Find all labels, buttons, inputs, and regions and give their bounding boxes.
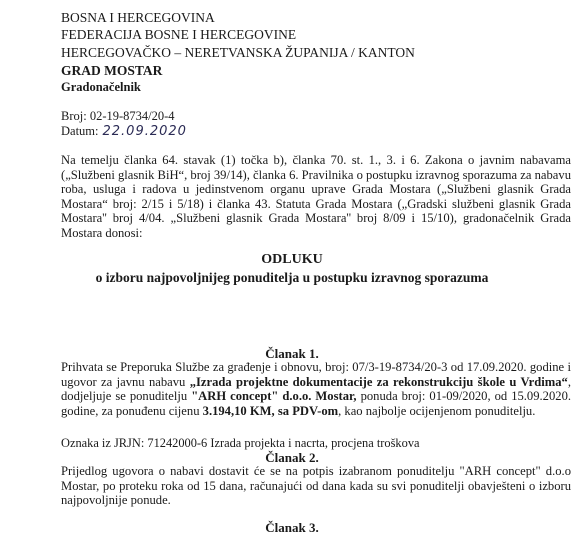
bidder-name: "ARH concept" d.o.o. Mostar, bbox=[191, 389, 357, 404]
intro-paragraph: Na temelju članka 64. stavak (1) točka b), članka 70. st. 1., 3. i 6. Zakona o javnim nabavama („Službeni glasnik BiH“, broj 39/14), članka 6. Pravilnika o postupku izravnog sporazuma za nabavu roba, usluga i radova u jedinstvenom organu uprave Grada Mostara („Službeni glasnik Grada Mostara“ broj: 2/15 i 5/18) i članka 43. Statuta Grada Mostara („Gradski službeni glasnik Grada Mostara'' broj 4/04. „Službeni glasnik Grada Mostara'' broj 8/09 i 15/10), gradonačelnik Grada Mostara donosi: bbox=[61, 153, 571, 240]
article-2-paragraph: Prijedlog ugovora o nabavi dostavit će se na potpis izabranom ponuditelju "ARH concept" d.o.o Mostar, po proteku roka od 15 dana, računajući od dana kada su svi ponuditelji obavješteni o izboru najpovoljnije ponude. bbox=[61, 464, 571, 508]
document-date bbox=[61, 124, 187, 139]
article-3-heading: Članak 3. bbox=[265, 520, 319, 535]
article-1-paragraph: Prihvata se Preporuka Službe za građenje i obnovu, broj: 07/3-19-8734/20-3 od 17.09.2020. godine i ugovor za javnu nabavu „Izrada projektne dokumentacije za rekonstrukciju škole u Vrdima“, dodjeljuje se ponuditelju "ARH concept" d.o.o. Mostar, ponuda broj: 01-09/2020, od 15.09.2020. godine, za ponuđenu cijenu 3.194,10 KM, sa PDV-om, kao najbolje ocijenjenom ponuditelju. bbox=[61, 360, 572, 418]
article-1-heading: Članak 1. bbox=[265, 346, 319, 361]
document-number bbox=[61, 109, 175, 124]
project-name: „Izrada projektne dokumentacije za rekonstrukciju škole u Vrdima“ bbox=[189, 374, 568, 389]
bid-price: 3.194,10 KM, sa PDV-om bbox=[202, 403, 339, 418]
handwritten-date: 22.09.2020 bbox=[102, 124, 187, 139]
article-2-heading: Članak 2. bbox=[265, 450, 319, 465]
header-federation: FEDERACIJA BOSNE I HERCEGOVINE bbox=[61, 27, 297, 42]
header-city: GRAD MOSTAR bbox=[61, 63, 163, 78]
broj-value: 02-19-8734/20-4 bbox=[89, 109, 175, 123]
datum-label: Datum: bbox=[61, 124, 99, 138]
decision-subtitle: o izboru najpovoljnijeg ponuditelja u postupku izravnog sporazuma bbox=[95, 270, 489, 285]
broj-label: Broj: bbox=[61, 109, 87, 123]
header-country: BOSNA I HERCEGOVINA bbox=[61, 10, 215, 25]
header-office: Gradonačelnik bbox=[61, 80, 141, 94]
header-canton: HERCEGOVAČKO – NERETVANSKA ŽUPANIJA / KANTON bbox=[61, 45, 415, 60]
jrjn-code: Oznaka iz JRJN: 71242000-6 Izrada projekta i nacrta, procjena troškova bbox=[61, 436, 420, 450]
decision-title: ODLUKU bbox=[261, 252, 323, 267]
